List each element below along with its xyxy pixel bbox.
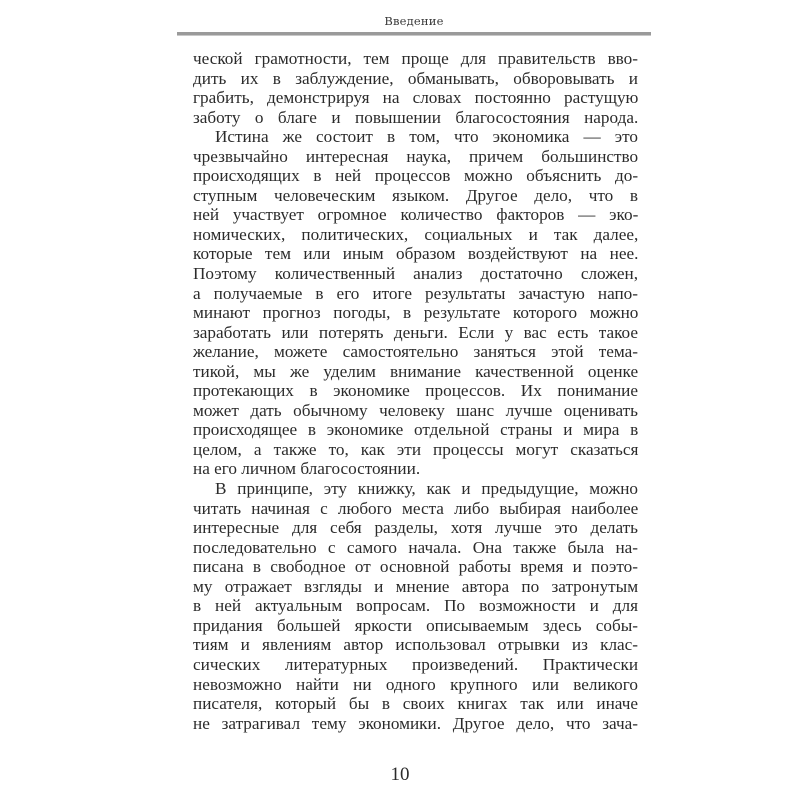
text-line: ступным человеческим языком. Другое дело, что в (193, 185, 638, 205)
paragraph (193, 479, 638, 733)
text-line: тиям и явлениям автор использовал отрывки из клас- (193, 635, 638, 655)
text-line: минают прогноз погоды, в результате которого можно (193, 303, 639, 323)
text-line: протекающих в экономике процессов. Их понимание (193, 381, 638, 401)
text-line: происходящее в экономике отдельной страны и мира в (193, 420, 639, 440)
text-line: которые тем или иным образом воздействуют на нее. (193, 244, 639, 264)
text-line: происходящих в ней процессов можно объяснить до- (193, 166, 639, 186)
text-line: невозможно найти ни одного крупного или великого (193, 674, 638, 694)
page-number: 10 (390, 764, 410, 785)
text-line: Поэтому количественный анализ достаточно сложен, (193, 264, 638, 284)
text-line: читать начиная с любого места либо выбирая наиболее (193, 498, 639, 518)
body-text (193, 49, 638, 733)
text-line: придания большей яркости описываемым здесь собы- (193, 615, 638, 635)
text-line: на его личном благосостоянии. (193, 459, 421, 479)
paragraph (193, 127, 638, 479)
text-line: номических, политических, социальных и так далее, (193, 224, 639, 244)
text-line: дить их в заблуждение, обманывать, обворовывать и (193, 68, 638, 88)
text-line: желание, можете самостоятельно заняться этой тема- (193, 342, 638, 362)
text-line: ческой грамотности, тем проще для правительств вво- (193, 49, 638, 68)
text-line: В принципе, эту книжку, как и предыдущие, можно (215, 479, 638, 499)
text-line: писана в свободное от основной работы время и поэто- (193, 557, 638, 577)
text-line: заработать или потерять деньги. Если у вас есть такое (193, 322, 638, 342)
text-line: сических литературных произведений. Практически (193, 654, 639, 674)
text-line: может дать обычному человеку шанс лучше оценивать (193, 400, 638, 420)
text-line: интересные для себя разделы, хотя лучше это делать (193, 518, 638, 538)
text-line: заботу о благе и повышении благосостояния народа. (193, 107, 639, 127)
text-line: грабить, демонстрируя на словах постоянно растущую (193, 88, 639, 108)
paragraph (193, 49, 638, 127)
text-line: ней участвует огромное количество факторов — эко- (193, 205, 639, 225)
text-line: не затрагивал тему экономики. Другое дело, что зача- (193, 713, 638, 733)
text-line: Истина же состоит в том, что экономика — это (215, 127, 638, 147)
text-line: а получаемые в его итоге результаты зачастую напо- (193, 283, 638, 303)
text-line: последовательно с самого начала. Она также была на- (193, 537, 638, 557)
running-head: Введение (384, 14, 444, 28)
header-rule (177, 32, 651, 36)
text-line: в ней актуальным вопросам. По возможности и для (193, 596, 638, 616)
text-line: чрезвычайно интересная наука, причем большинство (193, 146, 639, 166)
text-line: писателя, который бы в своих книгах так или иначе (193, 694, 638, 714)
text-line: целом, а также то, как эти процессы могут сказаться (193, 439, 639, 459)
text-line: му отражает взгляды и мнение автора по затронутым (193, 576, 639, 596)
text-line: тикой, мы же уделим внимание качественной оценке (193, 361, 639, 381)
